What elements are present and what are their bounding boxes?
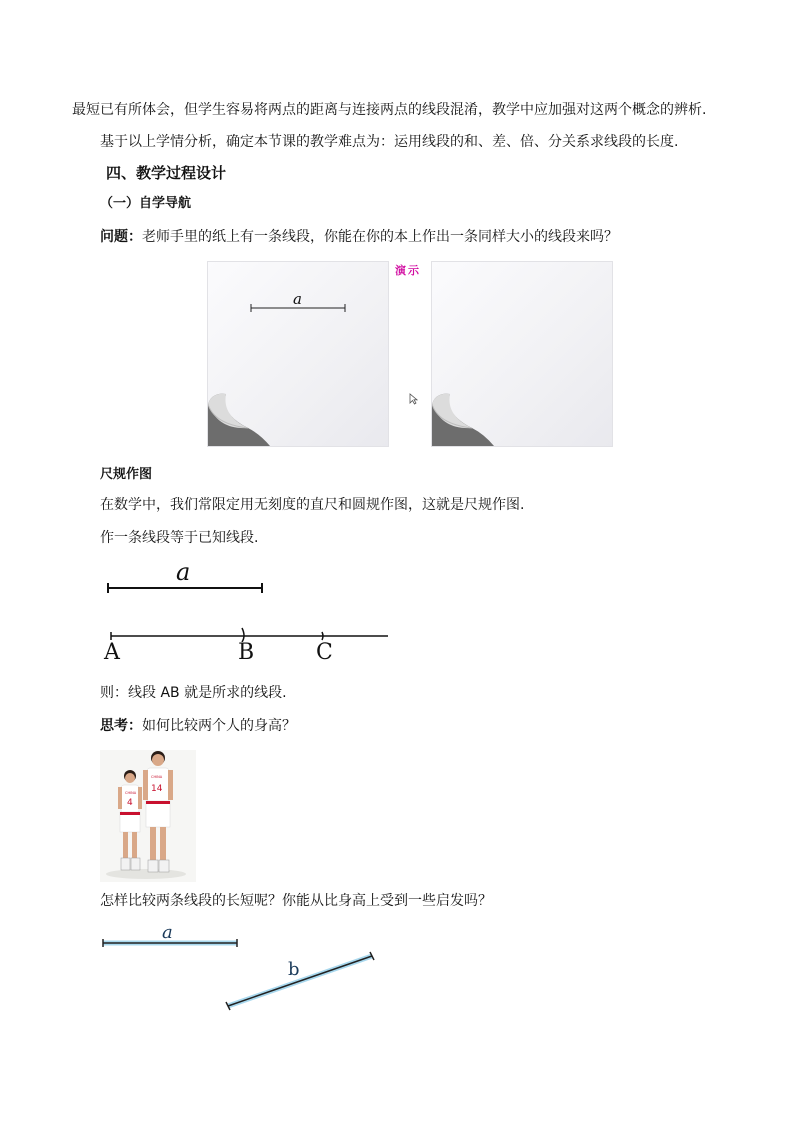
subsection-heading: （一）自学导航 <box>100 196 192 211</box>
players-illustration <box>100 750 196 882</box>
question-text: 老师手里的纸上有一条线段，你能在你的本上作出一条同样大小的线段来吗？ <box>142 229 618 245</box>
compare-paragraph: 怎样比较两条线段的长短呢？你能从比身高上受到一些启发吗？ <box>100 893 492 909</box>
player1-jersey-text: CHINA <box>125 791 137 795</box>
paper-sheet-left <box>207 261 389 447</box>
segment-a-figure-label: a <box>162 922 173 943</box>
construct-paragraph: 作一条线段等于已知线段. <box>100 530 259 546</box>
paragraph-2: 基于以上学情分析，确定本节课的教学难点为：运用线段的和、差、倍、分关系求线段的长度. <box>100 134 679 150</box>
player2-jersey-text: CHINA <box>151 775 163 779</box>
given-segment-label: a <box>176 558 191 586</box>
paper-sheet-right <box>431 261 613 447</box>
ruler-heading: 尺规作图 <box>100 467 153 482</box>
think-label: 思考： <box>100 718 142 734</box>
think-text: 如何比较两个人的身高？ <box>142 718 296 734</box>
paragraph-1: 最短已有所体会，但学生容易将两点的距离与连接两点的线段混淆，教学中应加强对这两个概念的辨析. <box>72 102 707 118</box>
demo-label: 演示 <box>395 264 421 277</box>
cursor-icon <box>409 393 418 405</box>
segment-b-figure <box>222 950 378 1012</box>
players-photo <box>100 750 196 882</box>
point-b-label: B <box>238 640 255 665</box>
result-paragraph: 则：线段 AB 就是所求的线段. <box>100 685 287 701</box>
player1-number: 4 <box>127 798 133 808</box>
point-a-label: A <box>104 640 120 665</box>
segment-b-figure-label: b <box>288 959 300 980</box>
player2-number: 14 <box>151 784 163 794</box>
page-curl-icon <box>208 384 270 446</box>
page-curl-icon <box>432 384 494 446</box>
question-label: 问题： <box>100 229 142 245</box>
section-heading: 四、教学过程设计 <box>106 164 227 182</box>
question-line <box>100 227 618 247</box>
think-line <box>100 716 296 736</box>
point-c-label: C <box>316 640 333 665</box>
ruler-paragraph: 在数学中，我们常限定用无刻度的直尺和圆规作图，这就是尺规作图. <box>100 497 525 513</box>
segment-a-label: a <box>293 290 302 308</box>
